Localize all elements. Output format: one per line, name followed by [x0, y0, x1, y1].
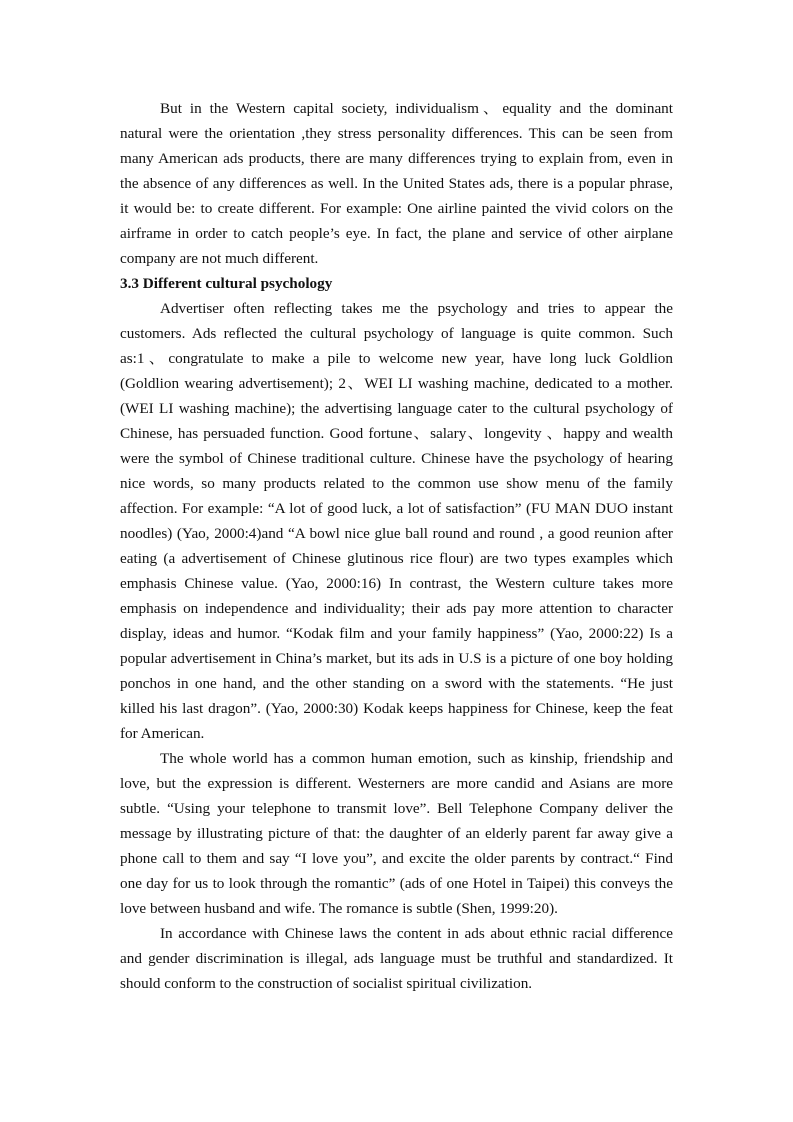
- section-heading: 3.3 Different cultural psychology: [120, 275, 333, 292]
- document-page: [120, 96, 673, 996]
- paragraph-chinese-laws: In accordance with Chinese laws the content in ads about ethnic racial difference and gender discrimination is illegal, ads language must be truthful and standardized. It should conform to the construction of socialist spiritual civilization.: [120, 925, 673, 992]
- paragraph-cultural-psychology: Advertiser often reflecting takes me the psychology and tries to appear the customers. Ads reflected the cultural psychology of language is quite common. Such as:1、congratulate to make a pile to welcome new year, have long luck Goldlion (Goldlion wearing advertisement); 2、WEI LI washing machine, dedicated to a mother. (WEI LI washing machine); the advertising language cater to the cultural psychology of Chinese, has persuaded function. Good fortune、salary、longevity 、happy and wealth were the symbol of Chinese traditional culture. Chinese have the psychology of hearing nice words, so many products related to the common use show menu of the family affection. For example: “A lot of good luck, a lot of satisfaction” (FU MAN DUO instant noodles) (Yao, 2000:4)and “A bowl nice glue ball round and round , a good reunion after eating (a advertisement of Chinese glutinous rice flour) are two types examples which emphasis Chinese value. (Yao, 2000:16) In contrast, the Western culture takes more emphasis on independence and individuality; their ads pay more attention to character display, ideas and humor. “Kodak film and your family happiness” (Yao, 2000:22) Is a popular advertisement in China’s market, but its ads in U.S is a picture of one boy holding ponchos in one hand, and the other standing on a sword with the statements. “He just killed his last dragon”. (Yao, 2000:30) Kodak keeps happiness for Chinese, keep the feat for American.: [120, 300, 673, 742]
- paragraph-human-emotion: The whole world has a common human emotion, such as kinship, friendship and love, but the expression is different. Westerners are more candid and Asians are more subtle. “Using your telephone to transmit love”. Bell Telephone Company deliver the message by illustrating picture of that: the daughter of an elderly parent far away give a phone call to them and say “I love you”, and excite the older parents by contract.“ Find one day for us to look through the romantic” (ads of one Hotel in Taipei) this conveys the love between husband and wife. The romance is subtle (Shen, 1999:20).: [120, 750, 673, 917]
- paragraph-individualism: But in the Western capital society, individualism、equality and the dominant natural were the orientation ,they stress personality differences. This can be seen from many American ads products, there are many differences trying to explain from, even in the absence of any differences as well. In the United States ads, there is a popular phrase, it would be: to create different. For example: One airline painted the vivid colors on the airframe in order to catch people’s eye. In fact, the plane and service of other airplane company are not much different.: [120, 100, 673, 267]
